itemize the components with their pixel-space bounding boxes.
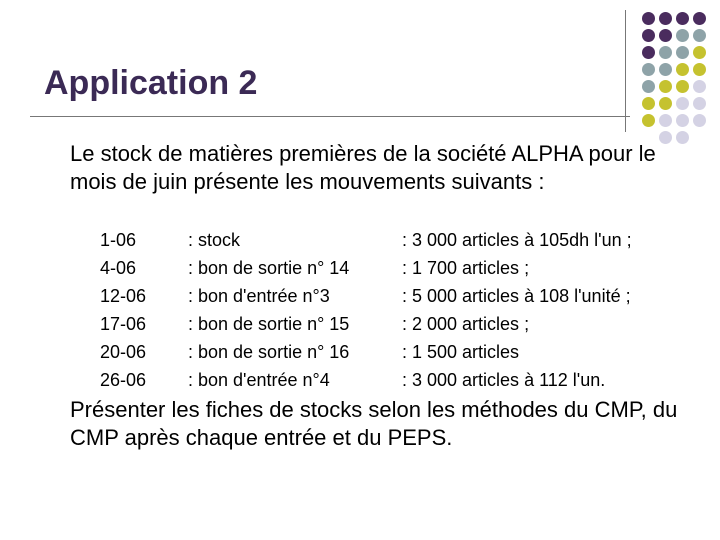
decorative-dot <box>693 29 706 42</box>
decorative-dot <box>676 97 689 110</box>
movement-description: : 1 700 articles ; <box>402 258 530 278</box>
decorative-dot <box>642 80 655 93</box>
decorative-dot <box>642 97 655 110</box>
movement-document: : bon de sortie n° 14 <box>188 258 350 278</box>
decorative-dot <box>676 46 689 59</box>
decorative-dot <box>642 114 655 127</box>
intro-paragraph: Le stock de matières premières de la société ALPHA pour le mois de juin présente les mouvements suivants : <box>70 141 656 194</box>
task-paragraph: Présenter les fiches de stocks selon les méthodes du CMP, du CMP après chaque entrée et du PEPS. <box>70 397 678 450</box>
decorative-dot <box>642 46 655 59</box>
movement-description: : 3 000 articles à 105dh l'un ; <box>402 230 632 250</box>
decorative-dot <box>676 80 689 93</box>
decorative-dot <box>676 63 689 76</box>
decorative-dot <box>659 46 672 59</box>
decorative-dot <box>659 29 672 42</box>
movement-date: 4-06 <box>100 258 137 278</box>
decorative-dot <box>676 114 689 127</box>
movement-document: : bon d'entrée n°3 <box>188 286 330 306</box>
movement-date: 12-06 <box>100 286 147 306</box>
movement-date: 26-06 <box>100 370 147 390</box>
decorative-dot <box>642 63 655 76</box>
movement-date: 20-06 <box>100 342 147 362</box>
movement-description: : 2 000 articles ; <box>402 314 530 334</box>
decorative-dot <box>676 12 689 25</box>
title-divider <box>30 116 630 117</box>
decorative-dot <box>659 63 672 76</box>
movement-document: : bon d'entrée n°4 <box>188 370 330 390</box>
decorative-dot <box>642 29 655 42</box>
slide-title: Application 2 <box>44 64 258 102</box>
decorative-dot <box>693 12 706 25</box>
decorative-dot <box>659 12 672 25</box>
decorative-dot <box>642 12 655 25</box>
movement-description: : 5 000 articles à 108 l'unité ; <box>402 286 631 306</box>
vertical-divider <box>625 10 626 132</box>
movement-date: 17-06 <box>100 314 147 334</box>
decorative-dot <box>693 114 706 127</box>
movement-document: : bon de sortie n° 16 <box>188 342 350 362</box>
decorative-dot <box>659 80 672 93</box>
decorative-dot <box>659 97 672 110</box>
movement-document: : stock <box>188 230 241 250</box>
movement-date: 1-06 <box>100 230 137 250</box>
movement-description: : 1 500 articles <box>402 342 520 362</box>
decorative-dot <box>676 29 689 42</box>
decorative-dot <box>693 46 706 59</box>
decorative-dot <box>693 97 706 110</box>
decorative-dot <box>659 114 672 127</box>
decorative-dot <box>693 63 706 76</box>
decorative-dot <box>693 80 706 93</box>
movement-description: : 3 000 articles à 112 l'un. <box>402 370 606 390</box>
movement-document: : bon de sortie n° 15 <box>188 314 350 334</box>
